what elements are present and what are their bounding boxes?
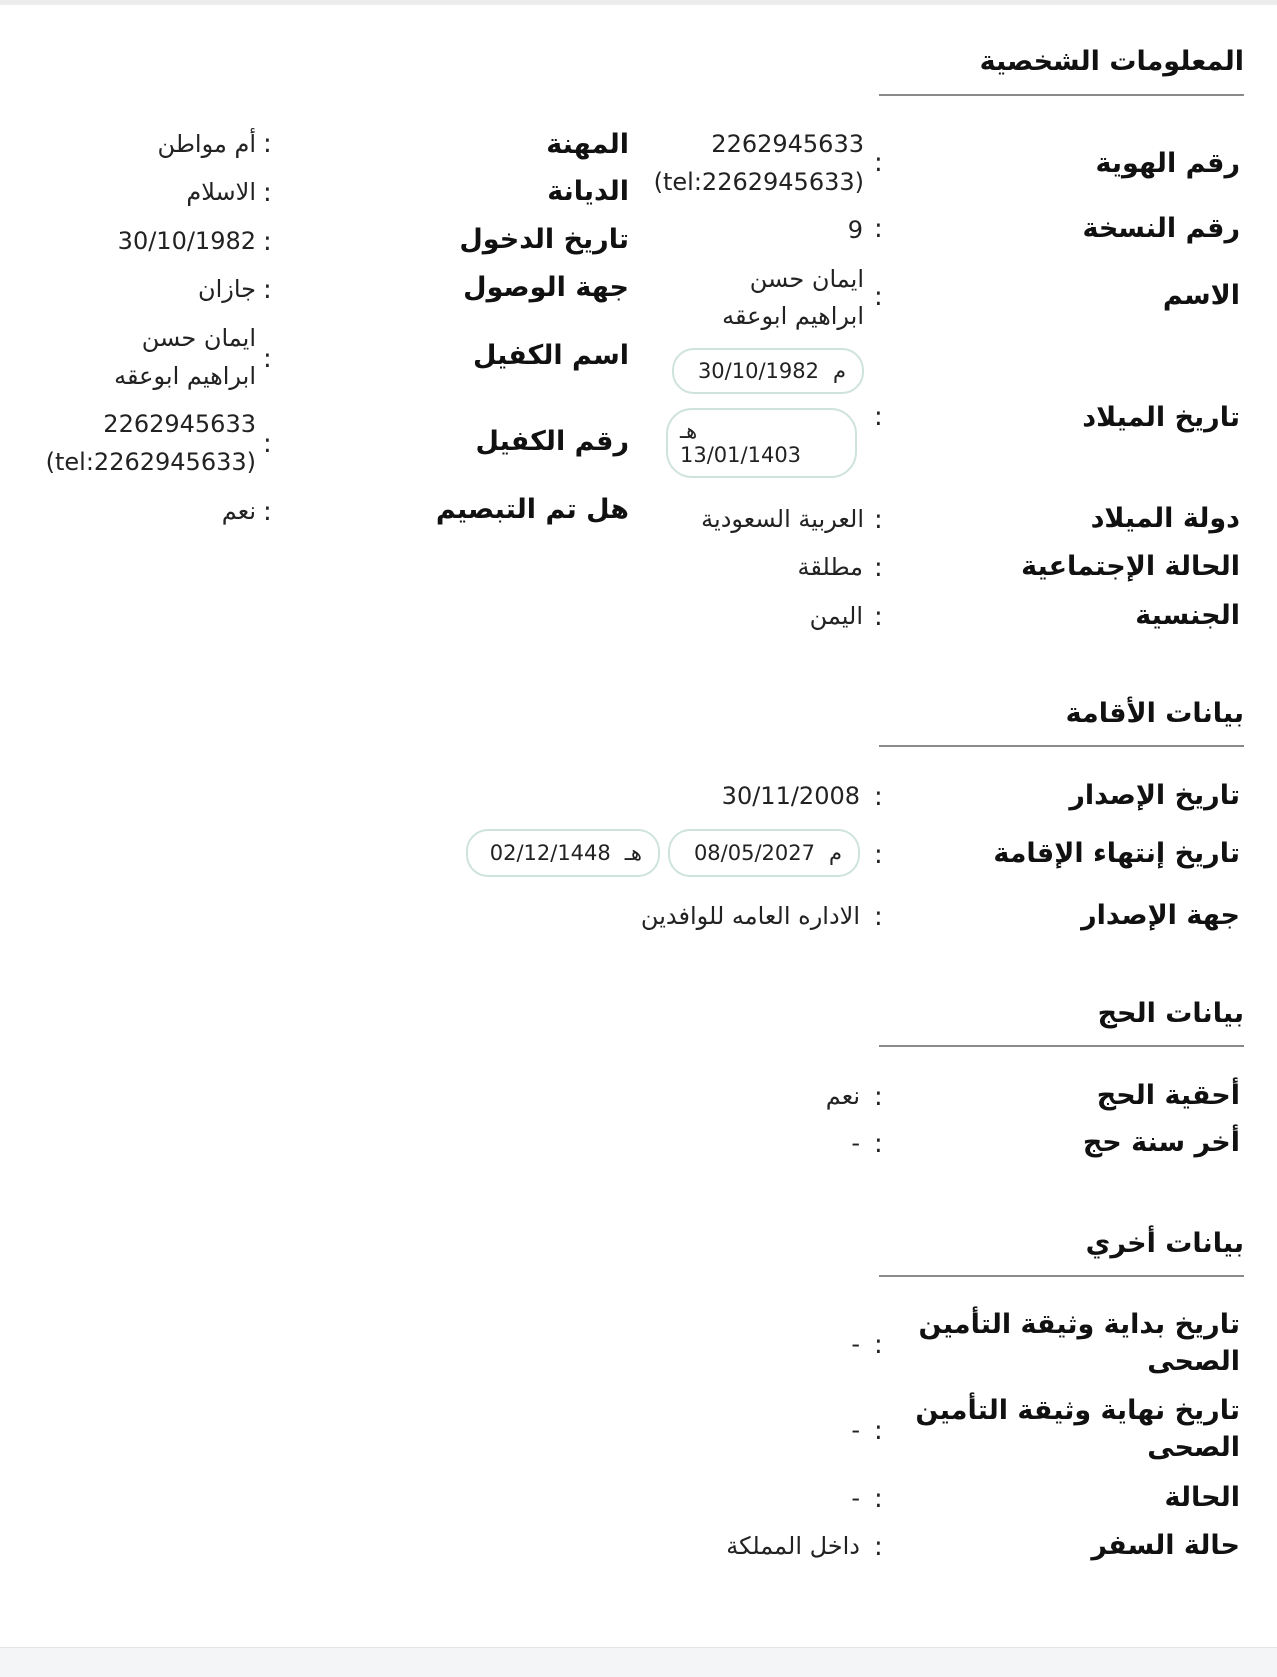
arrival-port-label: جهة الوصول [463, 272, 629, 303]
colon: : [874, 1330, 883, 1360]
insurance-start-value: - [851, 1330, 860, 1358]
expiry-gregorian-suffix: م [828, 841, 842, 865]
dob-gregorian-value: 30/10/1982 [697, 359, 819, 383]
fingerprint-value: نعم [221, 497, 256, 525]
colon: : [263, 497, 272, 527]
colon: : [874, 602, 883, 632]
dob-gregorian-chip [672, 348, 864, 394]
insurance-end-label-line1: تاريخ نهاية وثيقة التأمين [915, 1395, 1240, 1426]
colon: : [263, 344, 272, 374]
sponsor-name-line1: ايمان حسن [141, 324, 256, 352]
status-label: الحالة [1164, 1482, 1240, 1513]
expiry-gregorian-value: 08/05/2027 [693, 841, 815, 865]
colon: : [263, 227, 272, 257]
issuer-label: جهة الإصدار [1081, 900, 1240, 931]
colon: : [874, 1416, 883, 1446]
entry-date-label: تاريخ الدخول [459, 224, 629, 255]
insurance-end-label-line2: الصحى [1147, 1432, 1240, 1463]
last-hajj-year-value: - [851, 1129, 860, 1157]
expiry-hijri-chip [466, 829, 660, 877]
sponsor-name-label: اسم الكفيل [472, 340, 629, 371]
profession-label: المهنة [546, 129, 629, 160]
colon: : [874, 402, 883, 432]
expiry-hijri-value: 02/12/1448 [489, 841, 611, 865]
bottom-bar [0, 1647, 1277, 1677]
colon: : [874, 782, 883, 812]
colon: : [874, 1532, 883, 1562]
section-title-hajj: بيانات الحج [1097, 998, 1244, 1029]
dob-hijri-suffix: هـ [680, 419, 698, 443]
section-title-personal: المعلومات الشخصية [979, 46, 1244, 77]
residency-expiry-label: تاريخ إنتهاء الإقامة [993, 838, 1240, 869]
dob-hijri-value: 13/01/1403 [680, 443, 802, 467]
birth-country-value: العربية السعودية [701, 505, 864, 533]
insurance-start-label-line1: تاريخ بداية وثيقة التأمين [918, 1309, 1240, 1340]
section-divider [879, 745, 1244, 747]
section-divider [879, 1045, 1244, 1047]
last-hajj-year-label: أخر سنة حج [1082, 1127, 1240, 1158]
colon: : [874, 1082, 883, 1112]
expiry-hijri-suffix: هـ [624, 841, 642, 865]
colon: : [874, 1129, 883, 1159]
dob-gregorian-suffix: م [832, 359, 846, 383]
expiry-gregorian-chip [668, 829, 860, 877]
section-divider [879, 1275, 1244, 1277]
dob-hijri-chip [666, 408, 857, 478]
hajj-eligibility-value: نعم [825, 1082, 860, 1110]
insurance-start-label-line2: الصحى [1147, 1346, 1240, 1377]
colon: : [874, 1484, 883, 1514]
colon: : [263, 129, 272, 159]
sponsor-id-value: 2262945633 [103, 410, 256, 438]
id-number-tel-link[interactable]: (tel:2262945633) [653, 168, 864, 196]
name-label: الاسم [1162, 280, 1240, 311]
marital-status-value: مطلقة [797, 553, 863, 581]
travel-status-label: حالة السفر [1091, 1530, 1240, 1561]
profession-value: أم مواطن [157, 130, 256, 158]
sponsor-name-line2: ابراهيم ابوعقه [114, 362, 256, 390]
name-value-line1: ايمان حسن [749, 265, 864, 293]
colon: : [874, 505, 883, 535]
top-border [0, 0, 1277, 5]
entry-date-value: 30/10/1982 [117, 227, 256, 255]
hajj-eligibility-label: أحقية الحج [1096, 1080, 1240, 1111]
id-number-value: 2262945633 [711, 130, 864, 158]
insurance-end-value: - [851, 1416, 860, 1444]
name-value-line2: ابراهيم ابوعقه [722, 302, 864, 330]
issuer-value: الاداره العامه للوافدين [640, 902, 860, 930]
sponsor-id-tel-link[interactable]: (tel:2262945633) [45, 448, 256, 476]
colon: : [263, 429, 272, 459]
colon: : [874, 840, 883, 870]
issue-date-value: 30/11/2008 [721, 782, 860, 810]
travel-status-value: داخل المملكة [726, 1532, 860, 1560]
copy-number-label: رقم النسخة [1082, 213, 1240, 244]
colon: : [874, 214, 883, 244]
section-title-residency: بيانات الأقامة [1065, 698, 1244, 729]
religion-label: الديانة [547, 176, 629, 207]
colon: : [874, 553, 883, 583]
colon: : [874, 148, 883, 178]
colon: : [263, 275, 272, 305]
religion-value: الاسلام [186, 178, 256, 206]
copy-number-value: 9 [847, 216, 863, 244]
section-title-other: بيانات أخري [1085, 1228, 1244, 1259]
nationality-label: الجنسية [1135, 600, 1240, 631]
section-divider [879, 94, 1244, 96]
colon: : [874, 282, 883, 312]
colon: : [263, 178, 272, 208]
fingerprint-label: هل تم التبصيم [435, 494, 629, 525]
id-number-label: رقم الهوية [1095, 148, 1240, 179]
colon: : [874, 902, 883, 932]
issue-date-label: تاريخ الإصدار [1069, 780, 1240, 811]
nationality-value: اليمن [809, 602, 863, 630]
marital-status-label: الحالة الإجتماعية [1021, 551, 1240, 582]
dob-label: تاريخ الميلاد [1082, 402, 1240, 433]
arrival-port-value: جازان [197, 275, 256, 303]
birth-country-label: دولة الميلاد [1090, 503, 1240, 534]
sponsor-id-label: رقم الكفيل [475, 426, 629, 457]
status-value: - [851, 1484, 860, 1512]
